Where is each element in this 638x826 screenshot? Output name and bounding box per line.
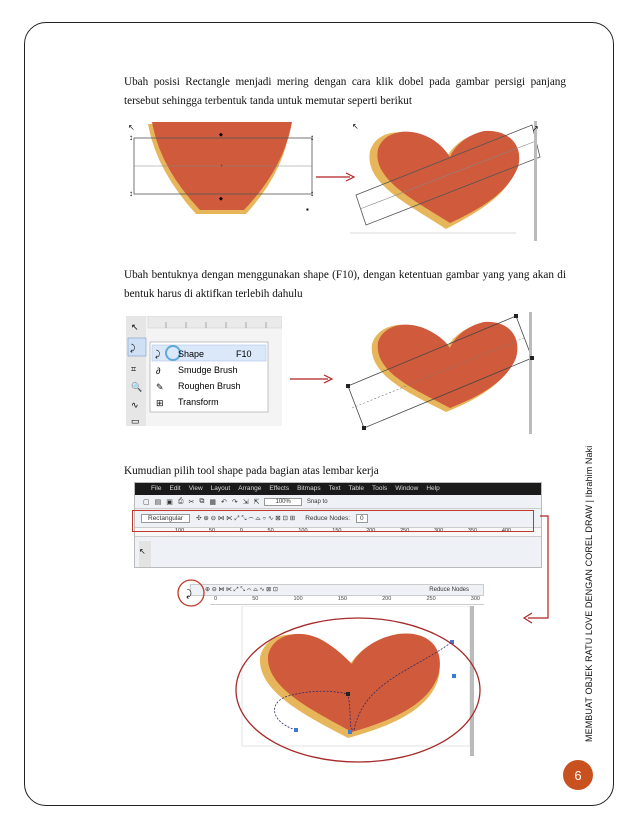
property-bar-zoomed <box>190 584 484 596</box>
pick-tool-icon[interactable]: ↖ <box>139 547 146 556</box>
svg-text:⤸: ⤸ <box>155 349 161 359</box>
illustration-rect-rotate-right <box>346 117 546 241</box>
svg-text:∂: ∂ <box>156 366 161 376</box>
svg-text:⌗: ⌗ <box>131 364 137 374</box>
paragraph-2: Ubah bentuknya dengan menggunakan shape (F10), dengan ketentuan gambar yang yang akan di bentuk harus di aktifkan terlebih dahulu <box>124 269 566 300</box>
flyout-item-transform[interactable]: Transform <box>178 397 219 407</box>
export-icon[interactable]: ⇱ <box>253 498 260 506</box>
svg-text:+: + <box>220 164 224 170</box>
flyout-item-smudge[interactable]: Smudge Brush <box>178 365 238 375</box>
menu-text[interactable]: Text <box>328 485 341 492</box>
selection-mode-select[interactable]: Rectangular <box>141 514 190 523</box>
illustration-node-edit <box>230 606 484 766</box>
svg-text:↕: ↕ <box>310 189 314 198</box>
menu-window[interactable]: Window <box>395 485 419 492</box>
print-icon[interactable]: ⎙ <box>177 497 184 505</box>
menu-table[interactable]: Table <box>348 485 365 492</box>
highlight-property-bar <box>132 510 534 532</box>
page-number: 6 <box>563 760 593 790</box>
svg-text:⤸: ⤸ <box>130 343 136 353</box>
svg-text:✎: ✎ <box>156 382 164 392</box>
reduce-nodes-input[interactable]: 0 <box>356 514 368 523</box>
menu-effects[interactable]: Effects <box>269 485 290 492</box>
paste-icon[interactable]: ▦ <box>209 498 216 506</box>
menu-view[interactable]: View <box>188 485 203 492</box>
toolbox <box>139 541 151 567</box>
paragraph-1: Ubah posisi Rectangle menjadi mering dengan cara klik dobel pada gambar persigi panjang tersebut sehingga terbentuk tanda untuk memutar seperti berikut <box>124 76 566 107</box>
side-header-text: MEMBUAT OBJEK RATU LOVE DENGAN COREL DRAW | Ibrahim Naki <box>584 445 594 742</box>
menu-edit[interactable]: Edit <box>169 485 181 492</box>
illustration-shape-tool <box>342 312 546 434</box>
menu-arrange[interactable]: Arrange <box>238 485 262 492</box>
reduce-nodes-button[interactable]: Reduce Nodes <box>429 587 469 593</box>
arrow-right-2 <box>290 372 334 386</box>
ruler-zoomed: 0 50 100 150 200 250 300 <box>210 596 484 605</box>
svg-text:🔍: 🔍 <box>131 382 143 392</box>
svg-text:◆: ◆ <box>219 133 223 138</box>
redo-icon[interactable]: ↷ <box>231 498 238 506</box>
connector-arrow <box>480 506 552 624</box>
flyout-item-shape[interactable]: Shape <box>178 349 205 359</box>
reduce-nodes-label: Reduce Nodes: <box>305 514 351 522</box>
svg-text:▭: ▭ <box>131 416 140 426</box>
paragraph-3: Kumudian pilih tool shape pada bagian atas lembar kerja <box>124 465 379 477</box>
menu-layout[interactable]: Layout <box>210 485 231 492</box>
svg-text:∿: ∿ <box>131 400 139 410</box>
illustration-rect-rotate-left <box>126 120 320 216</box>
menu-tools[interactable]: Tools <box>372 485 388 492</box>
svg-text:↖: ↖ <box>352 122 359 131</box>
svg-text:⤸: ⤸ <box>186 589 192 600</box>
flyout-item-roughen[interactable]: Roughen Brush <box>178 381 241 391</box>
svg-text:↕: ↕ <box>310 133 314 142</box>
svg-text:↗: ↗ <box>532 124 539 133</box>
node-icons: ✣ ⊕ ⊖ ⋈ ⋉ ⤢ ⤡ ⌒ ⌓ ⌔ ∿ ⊠ ⊡ ⊞ <box>196 514 296 522</box>
flyout-shortcut-shape: F10 <box>236 349 252 359</box>
open-icon[interactable]: ▤ <box>154 498 162 506</box>
toolbox-flyout-screenshot <box>126 316 282 426</box>
new-icon[interactable]: ▢ <box>143 498 150 506</box>
svg-text:⊞: ⊞ <box>156 398 164 408</box>
save-icon[interactable]: ▣ <box>166 498 173 506</box>
highlight-circle-tool <box>176 578 206 608</box>
menu-help[interactable]: Help <box>426 485 440 492</box>
menu-file[interactable]: File <box>151 485 162 492</box>
node-icons-zoomed: ⊕ ⊖ ⋈ ⋉ ⤢ ⤡ ⌒ ⌓ ∿ ⊠ ⊡ <box>205 587 278 593</box>
svg-text:▪: ▪ <box>306 205 309 214</box>
cut-icon[interactable]: ✂ <box>188 498 195 506</box>
undo-icon[interactable]: ↶ <box>220 498 227 506</box>
snap-to-select[interactable]: Snap to <box>306 498 328 505</box>
svg-text:↖: ↖ <box>131 322 139 332</box>
svg-text:↖: ↖ <box>128 123 135 132</box>
copy-icon[interactable]: ⧉ <box>199 497 205 505</box>
svg-text:↕: ↕ <box>129 189 133 198</box>
zoom-select[interactable]: 100% <box>264 498 301 506</box>
ruler: 100 50 0 50 100 150 200 250 300 350 400 <box>135 527 541 537</box>
menu-bitmaps[interactable]: Bitmaps <box>297 485 321 492</box>
svg-text:◆: ◆ <box>219 197 223 202</box>
menubar <box>135 483 541 495</box>
svg-text:↕: ↕ <box>129 133 133 142</box>
import-icon[interactable]: ⇲ <box>242 498 249 506</box>
